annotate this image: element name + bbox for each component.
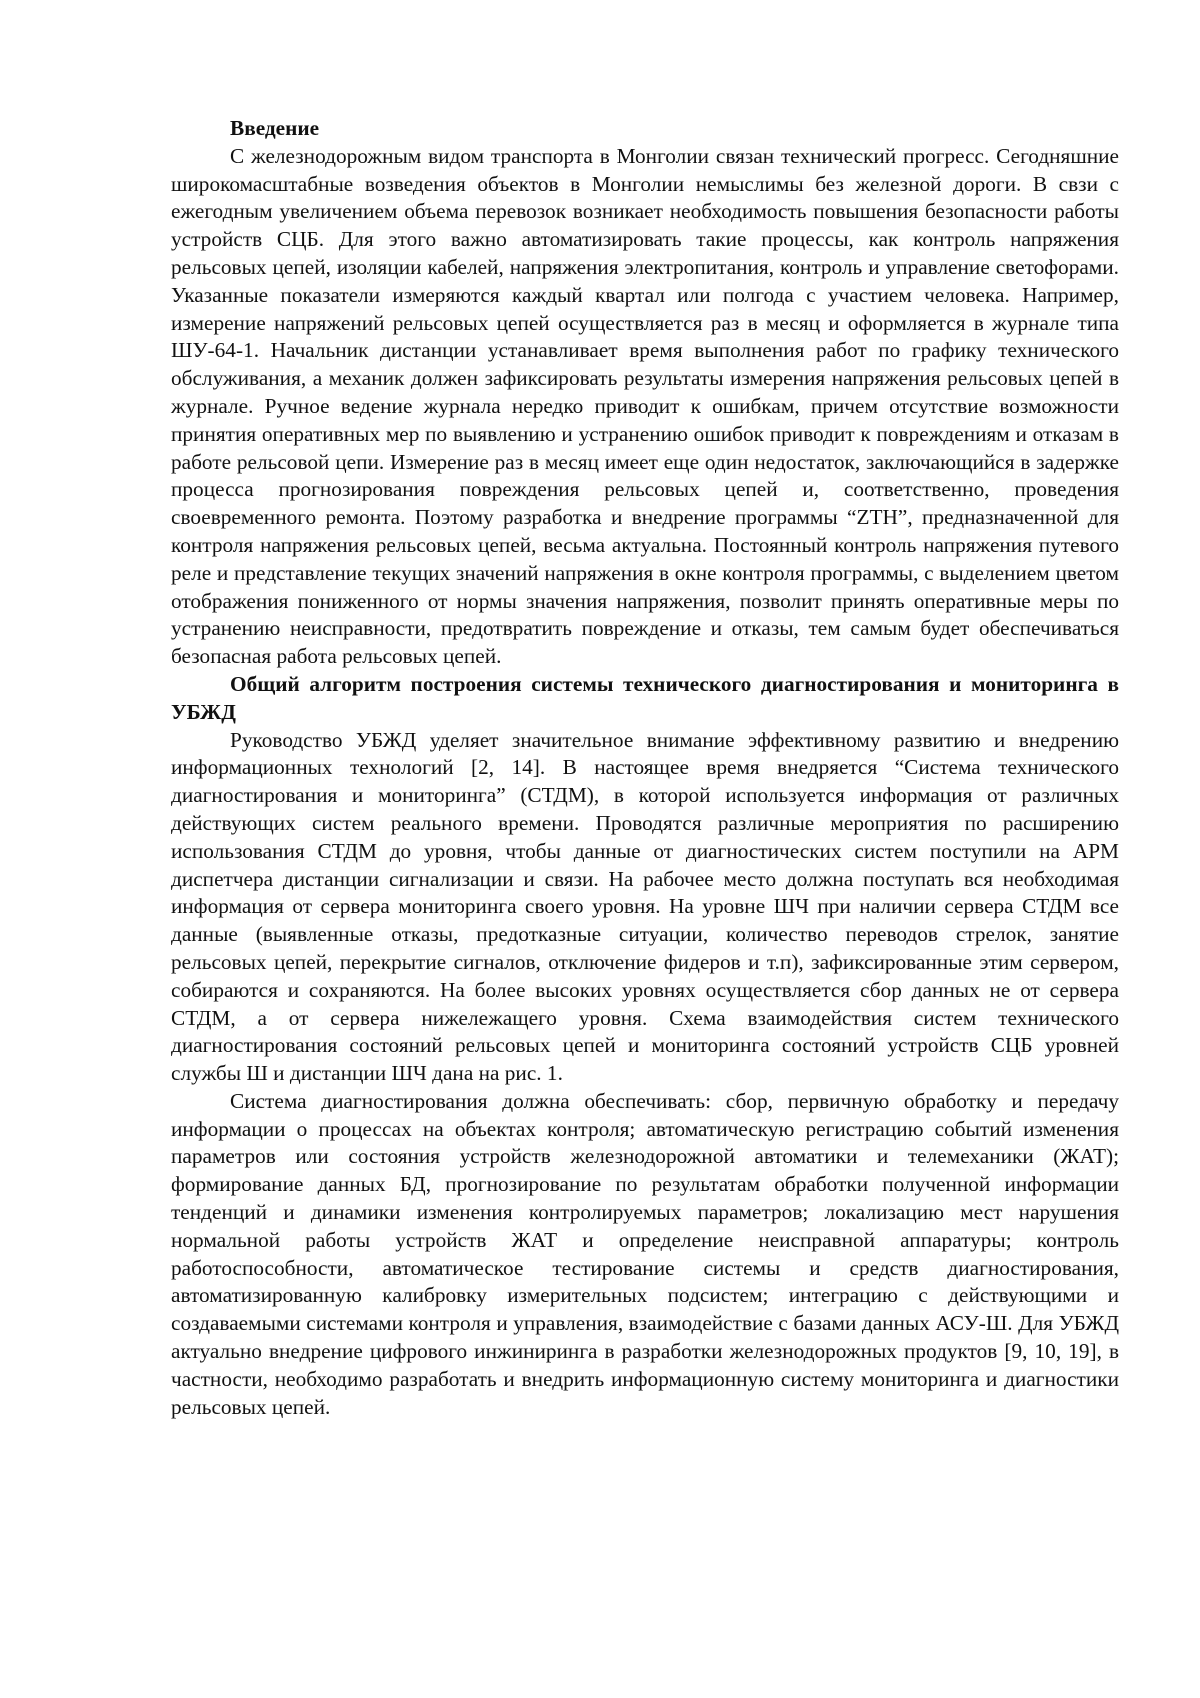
section-heading-algorithm: Общий алгоритм построения системы технического диагностирования и мониторинга в УБЖД — [171, 671, 1119, 727]
section-heading-introduction: Введение — [171, 115, 1119, 143]
algorithm-paragraph-1: Руководство УБЖД уделяет значительное внимание эффективному развитию и внедрению информационных технологий [2, 14]. В настоящее время внедряется “Система технического диагностирования и мониторинга” (СТДМ), в которой используется информация от различных действующих систем реального времени. Проводятся различные мероприятия по расширению использования СТДМ до уровня, чтобы данные от диагностических систем поступили на АРМ диспетчера дистанции сигнализации и связи. На рабочее место должна поступать вся необходимая информация от сервера мониторинга своего уровня. На уровне ШЧ при наличии сервера СТДМ все данные (выявленные отказы, предотказные ситуации, количество переводов стрелок, занятие рельсовых цепей, перекрытие сигналов, отключение фидеров и т.п), зафиксированные этим сервером, собираются и сохраняются. На более высоких уровнях осуществляется сбор данных не от сервера СТДМ, а от сервера нижележащего уровня. Схема взаимодействия систем технического диагностирования состояний рельсовых цепей и мониторинга состояний устройств СЦБ уровней службы Ш и дистанции ШЧ дана на рис. 1. — [171, 727, 1119, 1088]
introduction-paragraph: С железнодорожным видом транспорта в Монголии связан технический прогресс. Сегодняшние широкомасштабные возведения объектов в Монголии немыслимы без железной дороги. В свзи с ежегодным увеличением объема перевозок возникает необходимость повышения безопасности работы устройств СЦБ. Для этого важно автоматизировать такие процессы, как контроль напряжения рельсовых цепей, изоляции кабелей, напряжения электропитания, контроль и управление светофорами. Указанные показатели измеряются каждый квартал или полгода с участием человека. Например, измерение напряжений рельсовых цепей осуществляется раз в месяц и оформляется в журнале типа ШУ-64-1. Начальник дистанции устанавливает время выполнения работ по графику технического обслуживания, а механик должен зафиксировать результаты измерения напряжения рельсовых цепей в журнале. Ручное ведение журнала нередко приводит к ошибкам, причем отсутствие возможности принятия оперативных мер по выявлению и устранению ошибок приводит к повреждениям и отказам в работе рельсовой цепи. Измерение раз в месяц имеет еще один недостаток, заключающийся в задержке процесса прогнозирования повреждения рельсовых цепей и, соответственно, проведения своевременного ремонта. Поэтому разработка и внедрение программы “ZTH”, предназначенной для контроля напряжения рельсовых цепей, весьма актуальна. Постоянный контроль напряжения путевого реле и представление текущих значений напряжения в окне контроля программы, с выделением цветом отображения пониженного от нормы значения напряжения, позволит принять оперативные меры по устранению неисправности, предотвратить повреждение и отказы, тем самым будет обеспечиваться безопасная работа рельсовых цепей. — [171, 143, 1119, 671]
document-page — [171, 115, 1119, 1421]
algorithm-paragraph-2: Система диагностирования должна обеспечивать: сбор, первичную обработку и передачу информации о процессах на объектах контроля; автоматическую регистрацию событий изменения параметров или состояния устройств железнодорожной автоматики и телемеханики (ЖАТ); формирование данных БД, прогнозирование по результатам обработки полученной информации тенденций и динамики изменения контролируемых параметров; локализацию мест нарушения нормальной работы устройств ЖАТ и определение неисправной аппаратуры; контроль работоспособности, автоматическое тестирование системы и средств диагностирования, автоматизированную калибровку измерительных подсистем; интеграцию с действующими и создаваемыми системами контроля и управления, взаимодействие с базами данных АСУ-Ш. Для УБЖД актуально внедрение цифрового инжиниринга в разработки железнодорожных продуктов [9, 10, 19], в частности, необходимо разработать и внедрить информационную систему мониторинга и диагностики рельсовых цепей. — [171, 1088, 1119, 1422]
